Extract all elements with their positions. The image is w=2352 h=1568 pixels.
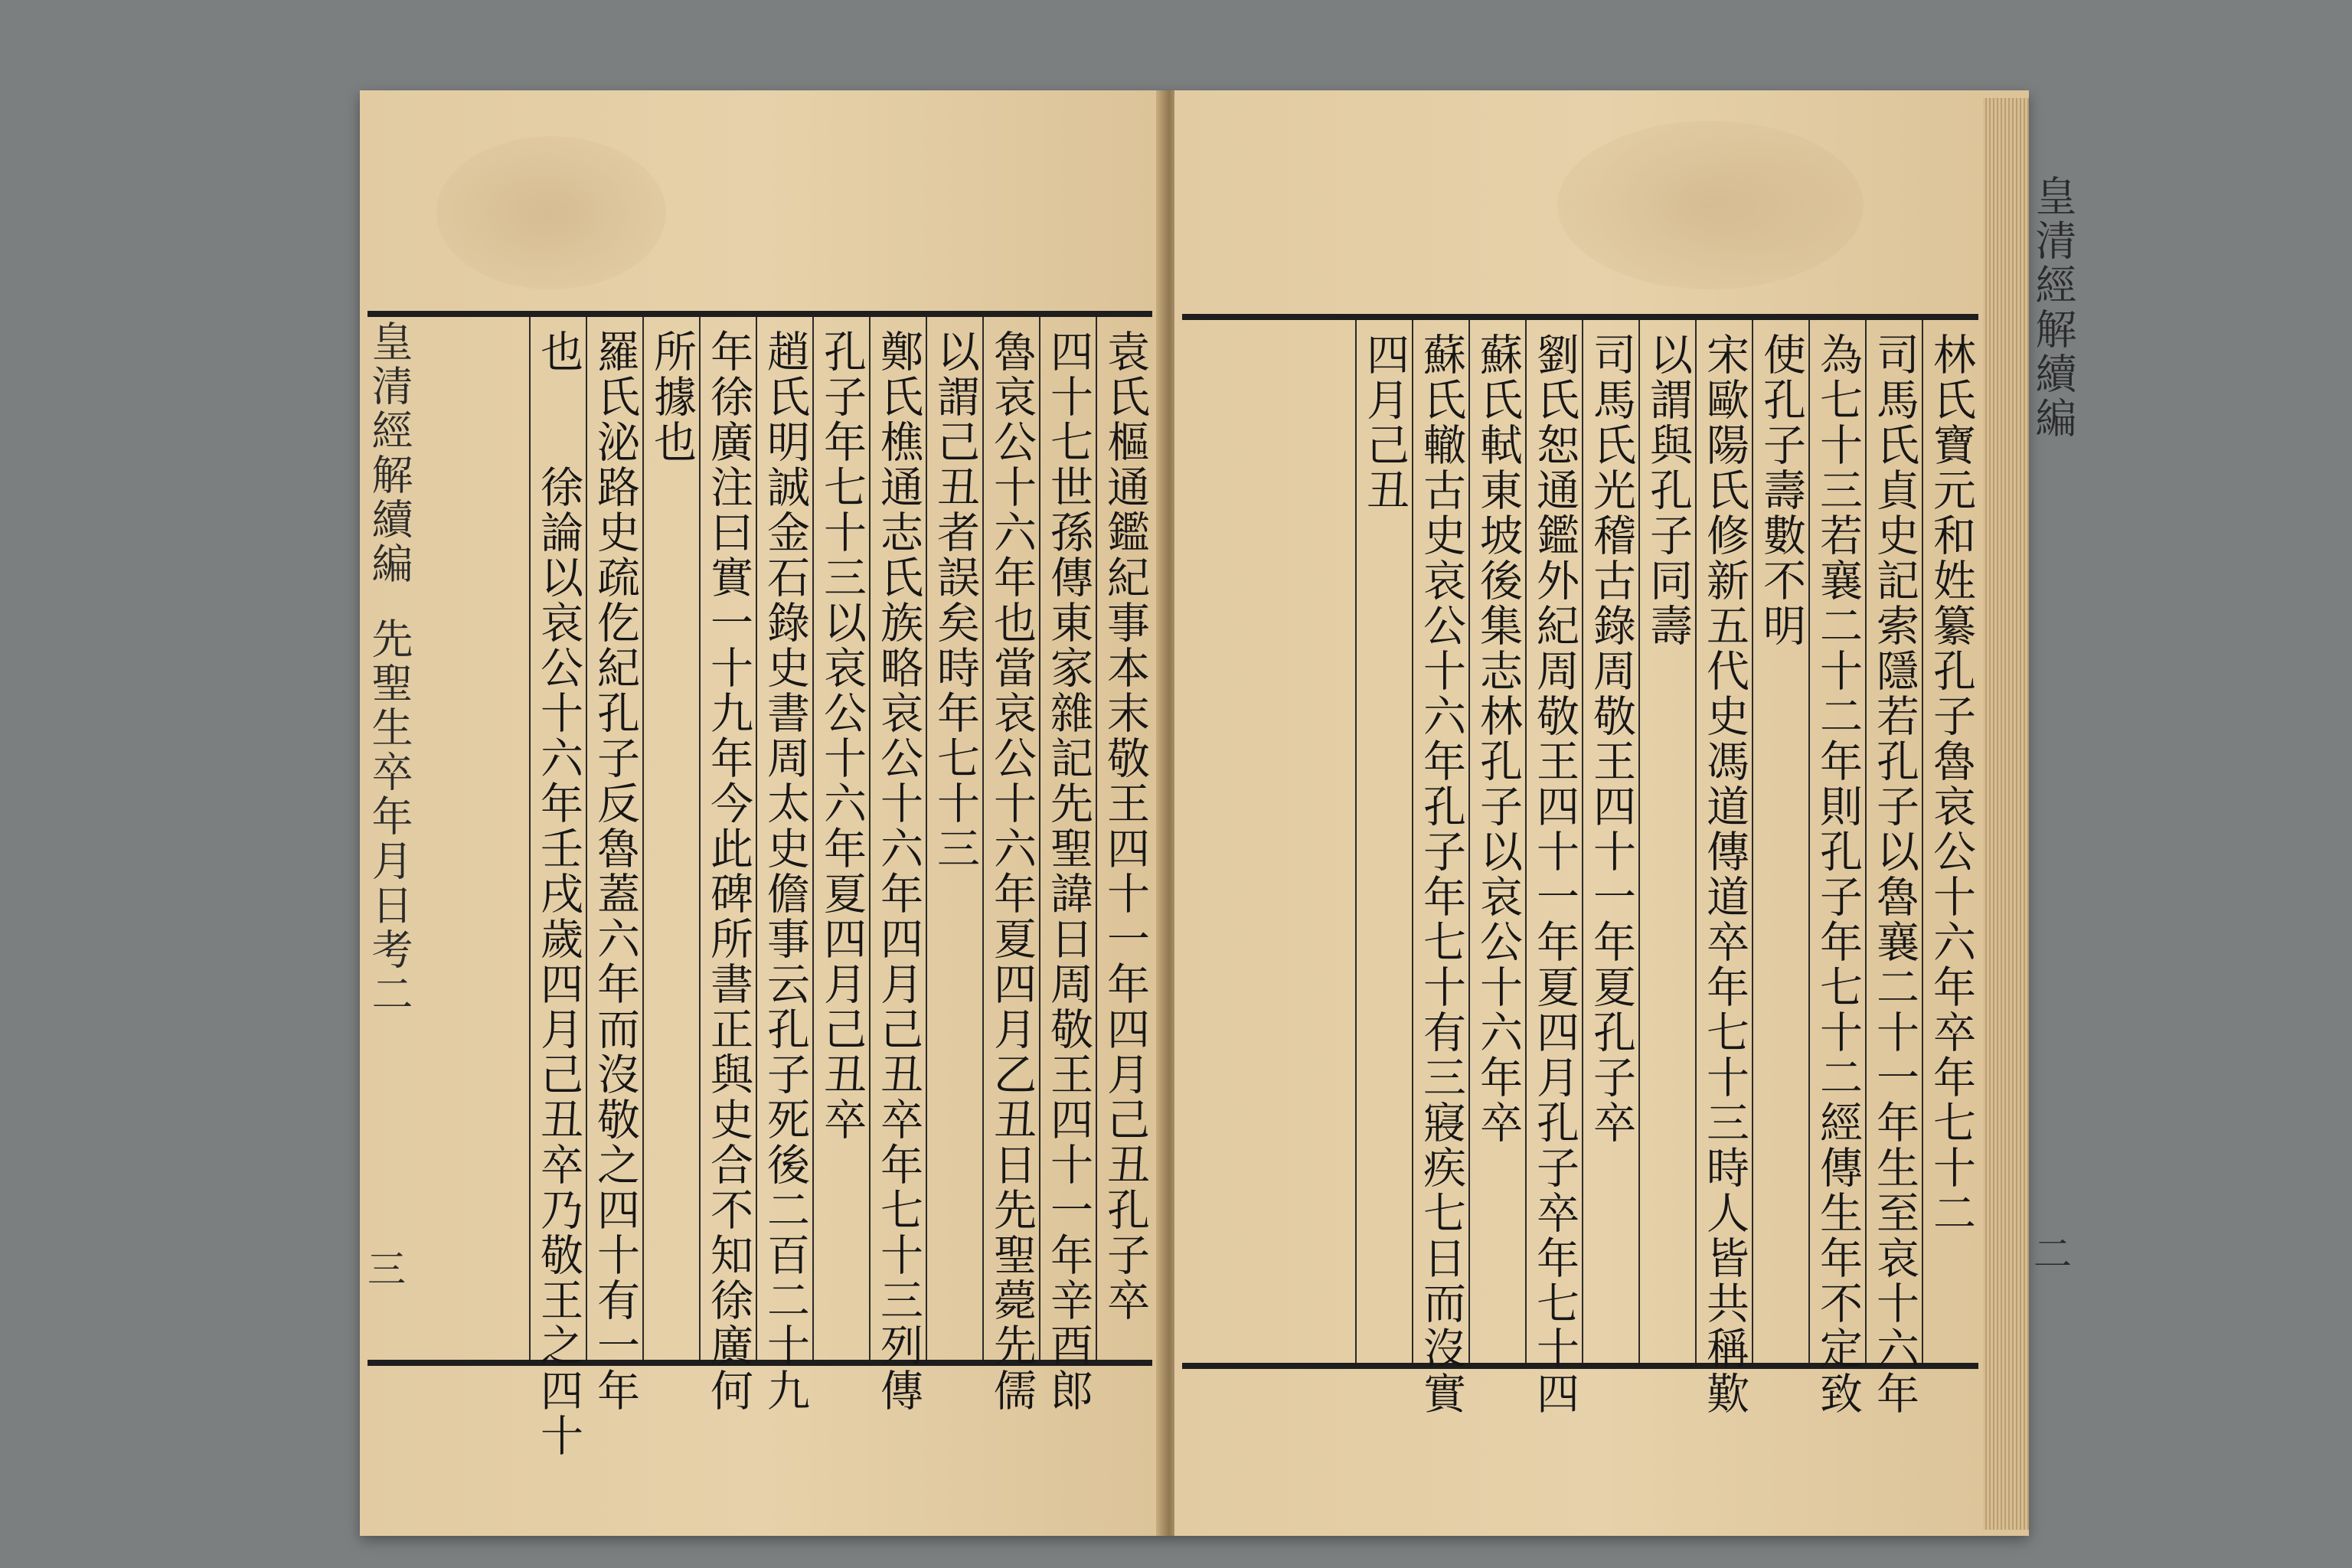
text-column: 鄭氏樵通志氏族略哀公十六年四月己丑卒年七十三列傳 xyxy=(869,317,926,1360)
text-column: 司馬氏貞史記索隱若孔子以魯襄二十一年生至哀十六年 xyxy=(1865,320,1922,1363)
text-column: 趙氏明誠金石錄史書周太史儋事云孔子死後二百二十九 xyxy=(756,317,812,1360)
text-column: 以謂己丑者誤矣時年七十三 xyxy=(926,317,982,1360)
text-column: 羅氏泌路史疏仡紀孔子反魯蓋六年而沒敬之四十有一年 xyxy=(586,317,642,1360)
text-column: 孔子年七十三以哀公十六年夏四月己丑卒 xyxy=(812,317,869,1360)
left-folio: 三 xyxy=(368,1247,406,1292)
right-margin-title: 皇清經解續編 xyxy=(2029,175,2077,441)
text-column: 宋歐陽氏修新五代史馮道傳道卒年七十三時人皆共稱歎 xyxy=(1695,320,1752,1363)
paper-stain xyxy=(1557,121,1864,289)
left-text-frame xyxy=(368,311,1152,1459)
text-column: 年徐廣注曰實一十九年今此碑所書正與史合不知徐廣何 xyxy=(699,317,756,1360)
text-column: 蘇氏軾東坡後集志林孔子以哀公十六年卒 xyxy=(1468,320,1525,1363)
text-column: 以謂與孔子同壽 xyxy=(1638,320,1695,1363)
text-column: 魯哀公十六年也當哀公十六年夏四月乙丑日先聖薨先儒 xyxy=(982,317,1039,1360)
text-column: 劉氏恕通鑑外紀周敬王四十一年夏四月孔子卒年七十四 xyxy=(1525,320,1582,1363)
text-column: 四十七世孫傳東家雜記先聖諱日周敬王四十一年辛酉郎 xyxy=(1039,317,1096,1360)
text-column: 四月己丑 xyxy=(1355,320,1412,1363)
text-column: 所據也 xyxy=(642,317,699,1360)
text-column: 也 徐論以哀公十六年壬戌歲四月己丑卒乃敬王之四十 xyxy=(529,317,586,1360)
text-column: 林氏寶元和姓纂孔子魯哀公十六年卒年七十二 xyxy=(1922,320,1978,1363)
text-column: 袁氏樞通鑑紀事本末敬王四十一年四月己丑孔子卒 xyxy=(1096,317,1152,1360)
section-title: 先聖生卒年月日考二 xyxy=(365,617,413,1017)
text-column: 使孔子壽數不明 xyxy=(1752,320,1808,1363)
left-page xyxy=(360,90,1165,1536)
book-title: 皇清經解續編 xyxy=(365,320,413,586)
right-page xyxy=(1174,90,2077,1536)
left-columns xyxy=(368,317,1152,1459)
right-folio: 二 xyxy=(2034,1232,2072,1276)
text-column: 蘇氏轍古史哀公十六年孔子年七十有三寢疾七日而沒實 xyxy=(1412,320,1468,1363)
open-book xyxy=(360,90,2077,1536)
paper-stain xyxy=(436,136,666,289)
right-text-frame xyxy=(1182,314,1978,1416)
text-column: 為七十三若襄二十二年則孔子年七十二經傳生年不定致 xyxy=(1808,320,1865,1363)
text-column: 司馬氏光稽古錄周敬王四十一年夏孔子卒 xyxy=(1582,320,1638,1363)
page-stack-edge xyxy=(1983,98,2029,1530)
right-columns xyxy=(1182,320,1978,1416)
